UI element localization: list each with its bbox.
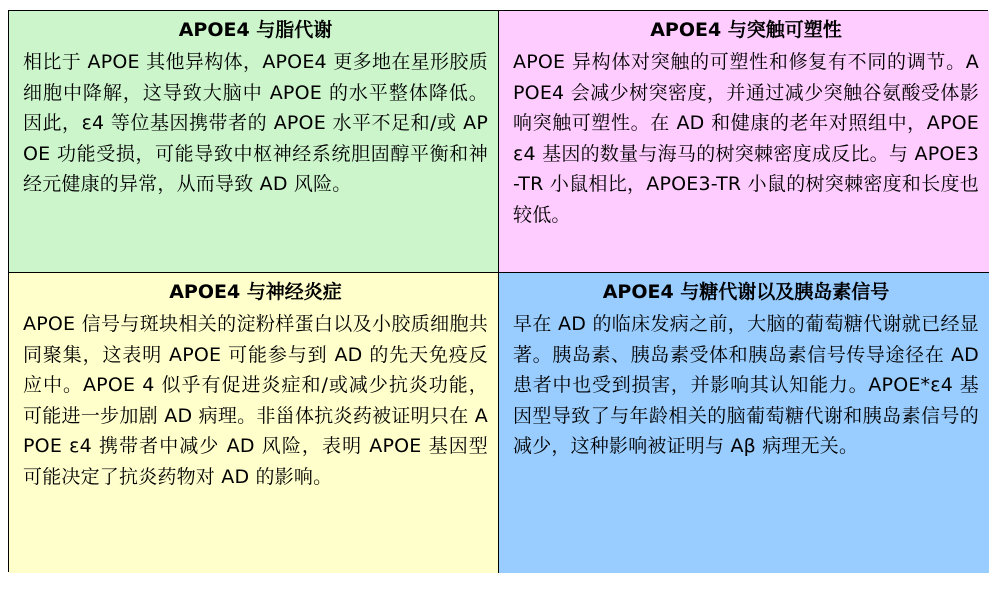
panel-title: APOE4 与突触可塑性 (650, 19, 842, 41)
panel-title: APOE4 与神经炎症 (169, 281, 342, 303)
panel-synaptic-plasticity (499, 11, 989, 273)
panel-neuroinflammation (9, 273, 499, 573)
panel-text: 相比于 APOE 其他异构体，APOE4 更多地在星形胶质细胞中降解，这导致大脑中 APOE 的水平整体降低。因此，ε4 等位基因携带者的 APOE 水平不足和/或 APOE 功能受损，可能导致中枢神经系统胆固醇平衡和神经元健康的异常，从而导致 AD 风险。 (23, 51, 488, 195)
apoe4-mechanism-table (8, 10, 988, 572)
panel-text: APOE 信号与斑块相关的淀粉样蛋白以及小胶质细胞共同聚集，这表明 APOE 可能参与到 AD 的先天免疫反应中。APOE 4 似乎有促进炎症和/或减少抗炎功能，可能进一步加剧 AD 病理。非甾体抗炎药被证明只在 APOE ε4 携带者中减少 AD 风险，表明 APOE 基因型可能决定了抗炎药物对 AD 的影响。 (23, 313, 488, 488)
panel-text: APOE 异构体对突触的可塑性和修复有不同的调节。APOE4 会减少树突密度，并通过减少突触谷氨酸受体影响突触可塑性。在 AD 和健康的老年对照组中，APOE ε4 基因的数量与海马的树突棘密度成反比。与 APOE3-TR 小鼠相比，APOE3-TR 小鼠的树突棘密度和长度也较低。 (513, 51, 979, 226)
panel-text: 早在 AD 的临床发病之前，大脑的葡萄糖代谢就已经显著。胰岛素、胰岛素受体和胰岛素信号传导途径在 AD 患者中也受到损害，并影响其认知能力。APOE*ε4 基因型导致了与年龄相关的脑葡萄糖代谢和胰岛素信号的减少，这种影响被证明与 Aβ 病理无关。 (513, 313, 979, 457)
panel-title: APOE4 与脂代谢 (178, 19, 333, 41)
panel-title: APOE4 与糖代谢以及胰岛素信号 (602, 281, 890, 303)
panel-glucose-insulin (499, 273, 989, 573)
panel-lipid-metabolism (9, 11, 499, 273)
